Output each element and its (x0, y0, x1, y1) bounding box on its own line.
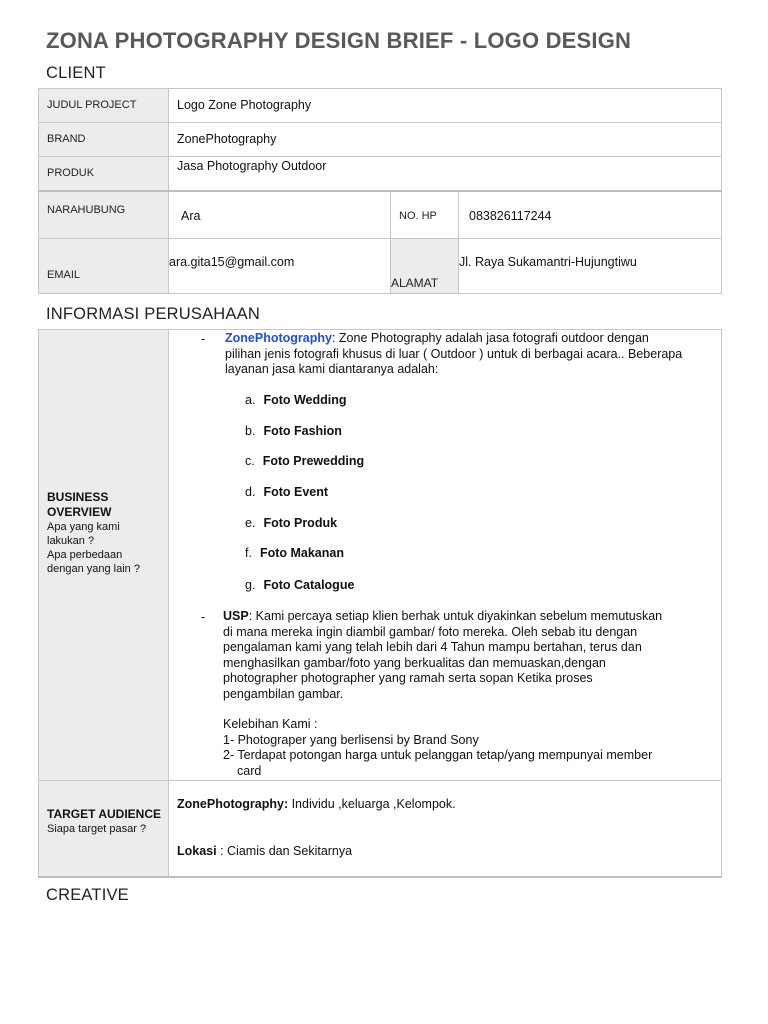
service-item: e. Foto Produk (245, 516, 338, 530)
brand-link: ZonePhotography (225, 331, 332, 345)
target-audience-heading: TARGET AUDIENCE (47, 807, 161, 821)
brand-label-cell (39, 123, 169, 157)
narahubung-value-cell (169, 191, 391, 239)
narahubung-label: NARAHUBUNG (47, 203, 126, 216)
kelebihan-item-1: 1- Photograper yang berlisensi by Brand Sony (223, 732, 479, 747)
business-overview-label-cell (39, 330, 169, 781)
brand-value: ZonePhotography (177, 132, 277, 146)
produk-label: PRODUK (47, 167, 95, 179)
produk-value: Jasa Photography Outdoor (177, 159, 327, 173)
narahubung-value: Ara (181, 208, 201, 223)
business-intro-line-3: layanan jasa kami diantaranya adalah: (225, 362, 439, 376)
produk-label-cell (39, 157, 169, 191)
business-intro-line-1: ZonePhotography: Zone Photography adalah jasa fotografi outdoor dengan (225, 331, 649, 345)
business-intro-line-2: pilihan jenis fotografi khusus di luar ( Outdoor ) untuk di berbagai acara.. Beberapa (225, 346, 683, 361)
service-item: b. Foto Fashion (245, 424, 342, 438)
nohp-value: 083826117244 (469, 208, 552, 223)
nohp-value-cell (459, 191, 722, 239)
client-table (38, 88, 722, 294)
target-audience-content-cell (169, 781, 722, 877)
service-item: a. Foto Wedding (245, 393, 347, 407)
alamat-value-cell (459, 239, 722, 294)
nohp-label: NO. HP (399, 209, 437, 222)
target-audience-location: Lokasi : Ciamis dan Sekitarnya (177, 843, 353, 858)
alamat-label: ALAMAT (391, 276, 439, 290)
judul-project-value-cell (169, 89, 722, 123)
business-overview-question-4: dengan yang lain ? (47, 563, 140, 575)
target-audience-segment: ZonePhotography: Individu ,keluarga ,Kelompok. (177, 797, 456, 811)
usp-line-4: menghasilkan gambar/foto yang berkualitas dan memuaskan,dengan (223, 655, 606, 670)
judul-project-label-cell (39, 89, 169, 123)
service-item: d. Foto Event (245, 485, 329, 499)
section-heading-info: INFORMASI PERUSAHAAN (46, 305, 260, 323)
usp-line-2: di mana mereka ingin diambil gambar/ foto mereka. Oleh sebab itu dengan (223, 624, 638, 639)
email-value-cell (169, 239, 391, 294)
business-overview-question-3: Apa perbedaan (47, 549, 123, 561)
kelebihan-item-2-cont: card (237, 763, 262, 778)
business-intro (225, 331, 721, 378)
business-overview-heading-2: OVERVIEW (47, 505, 112, 519)
kelebihan-title: Kelebihan Kami : (223, 717, 318, 731)
business-overview-question-2: lakukan ? (47, 535, 95, 547)
judul-project-label: JUDUL PROJECT (47, 99, 137, 111)
usp-line-1: USP: Kami percaya setiap klien berhak untuk diyakinkan sebelum memutuskan (223, 609, 663, 623)
business-overview-question-1: Apa yang kami (47, 521, 120, 533)
target-audience-label-cell (39, 781, 169, 877)
alamat-label-cell (391, 239, 459, 294)
narahubung-label-cell (39, 191, 169, 239)
usp-line-3: pengalaman kami yang telah lebih dari 4 Tahun mampu bertahan, terus dan (223, 640, 642, 654)
email-label: EMAIL (47, 269, 81, 281)
produk-value-cell (169, 157, 722, 191)
service-item: g. Foto Catalogue (245, 578, 355, 592)
usp-line-5: photographer photographer yang ramah serta sopan Ketika proses (223, 671, 593, 685)
brand-label: BRAND (47, 133, 86, 145)
section-heading-creative: CREATIVE (46, 886, 129, 904)
email-label-cell (39, 239, 169, 294)
service-item: c. Foto Prewedding (245, 454, 365, 468)
nohp-label-cell (391, 191, 459, 239)
business-overview-heading-1: BUSINESS (47, 490, 109, 504)
target-audience-question: Siapa target pasar ? (47, 823, 147, 835)
kelebihan-item-2: 2- Terdapat potongan harga untuk pelanggan tetap/yang mempunyai member (223, 748, 653, 762)
section-heading-client: CLIENT (46, 64, 106, 82)
usp-line-6: pengambilan gambar. (223, 686, 344, 701)
alamat-value: Jl. Raya Sukamantri-Hujungtiwu (459, 255, 637, 269)
service-item: f. Foto Makanan (245, 546, 344, 560)
document-title: ZONA PHOTOGRAPHY DESIGN BRIEF - LOGO DESIGN (46, 28, 632, 53)
company-info-table (38, 329, 722, 878)
bullet-dash-2: - (201, 610, 206, 624)
bullet-dash-1: - (201, 332, 206, 346)
judul-project-value: Logo Zone Photography (177, 98, 312, 112)
email-value: ara.gita15@gmail.com (169, 255, 295, 269)
usp-block (223, 609, 723, 779)
business-overview-content-cell (169, 330, 722, 781)
brand-value-cell (169, 123, 722, 157)
